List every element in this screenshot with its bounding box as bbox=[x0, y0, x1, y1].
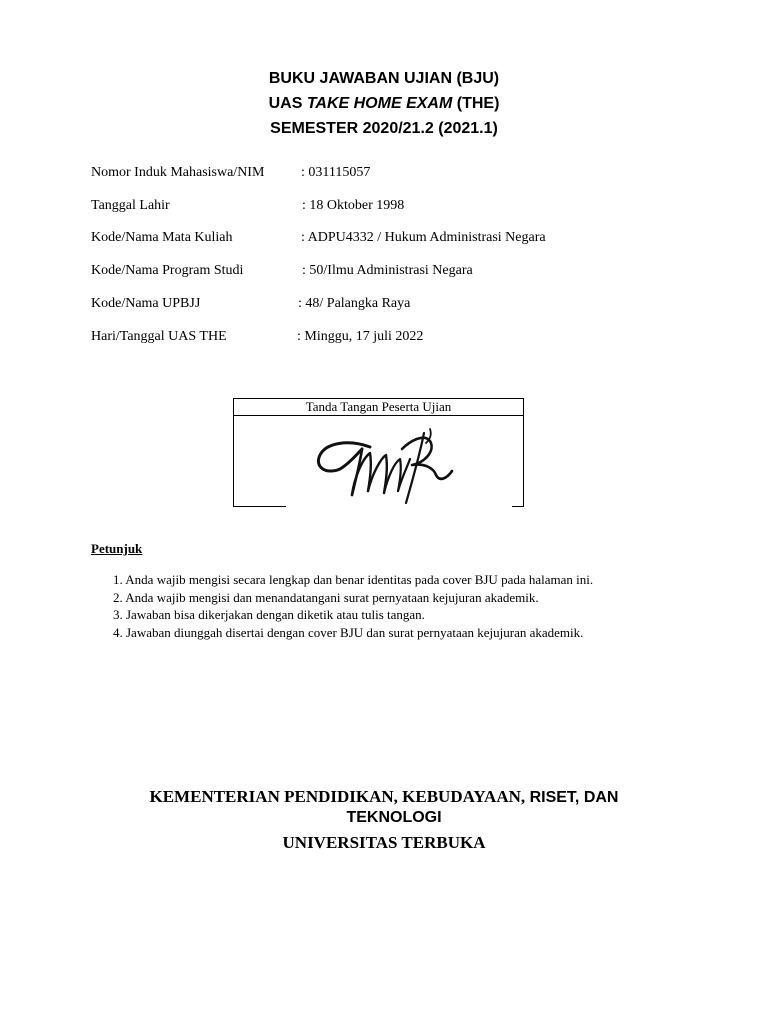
identity-value: : 48/ Palangka Raya bbox=[298, 296, 411, 311]
title-line-1: BUKU JAWABAN UJIAN (BJU) bbox=[268, 70, 500, 87]
ministry-name bbox=[0, 787, 768, 808]
instruction-item: 2. Anda wajib mengisi dan menandatangani surat pernyataan kejujuran akademik. bbox=[113, 589, 539, 605]
university-name: UNIVERSITAS TERBUKA bbox=[282, 833, 486, 852]
ministry-name-part-1: KEMENTERIAN PENDIDIKAN, KEBUDAYAAN, bbox=[149, 787, 526, 806]
instruction-item: 1. Anda wajib mengisi secara lengkap dan benar identitas pada cover BJU pada halaman ini. bbox=[113, 572, 594, 587]
instructions-heading: Petunjuk bbox=[91, 541, 143, 556]
instructions-list bbox=[113, 571, 593, 641]
identity-value: : Minggu, 17 juli 2022 bbox=[297, 329, 424, 344]
ministry-name-line-2: TEKNOLOGI bbox=[346, 809, 442, 826]
institution-footer bbox=[0, 787, 768, 854]
instruction-item: 3. Jawaban bisa dikerjakan dengan diketik atau tulis tangan. bbox=[113, 607, 425, 622]
title-line-2-suffix: (THE) bbox=[452, 95, 500, 112]
title-line-3: SEMESTER 2020/21.2 (2021.1) bbox=[270, 120, 498, 137]
identity-label: Kode/Nama Program Studi bbox=[91, 263, 244, 278]
signature-box bbox=[233, 398, 524, 507]
identity-label: Tanggal Lahir bbox=[91, 198, 170, 213]
ministry-name-part-2: RISET, DAN bbox=[525, 789, 619, 806]
title-line-2-prefix: UAS bbox=[268, 95, 307, 112]
handwritten-signature-icon bbox=[286, 419, 512, 511]
title-line-2 bbox=[0, 91, 768, 116]
instruction-item: 4. Jawaban diunggah disertai dengan cover BJU dan surat pernyataan kejujuran akademik. bbox=[113, 624, 584, 640]
document-title bbox=[0, 66, 768, 141]
identity-label: Nomor Induk Mahasiswa/NIM bbox=[91, 165, 265, 180]
identity-label: Kode/Nama UPBJJ bbox=[91, 296, 201, 311]
title-line-2-italic: TAKE HOME EXAM bbox=[306, 95, 453, 112]
identity-value: : ADPU4332 / Hukum Administrasi Negara bbox=[301, 230, 546, 245]
identity-label: Kode/Nama Mata Kuliah bbox=[91, 230, 233, 245]
signature-image bbox=[286, 419, 512, 511]
signature-box-header: Tanda Tangan Peserta Ujian bbox=[234, 399, 523, 416]
identity-value: : 50/Ilmu Administrasi Negara bbox=[302, 263, 473, 278]
identity-value: : 18 Oktober 1998 bbox=[302, 198, 405, 213]
identity-label: Hari/Tanggal UAS THE bbox=[91, 329, 227, 344]
identity-value: : 031115057 bbox=[301, 165, 371, 180]
